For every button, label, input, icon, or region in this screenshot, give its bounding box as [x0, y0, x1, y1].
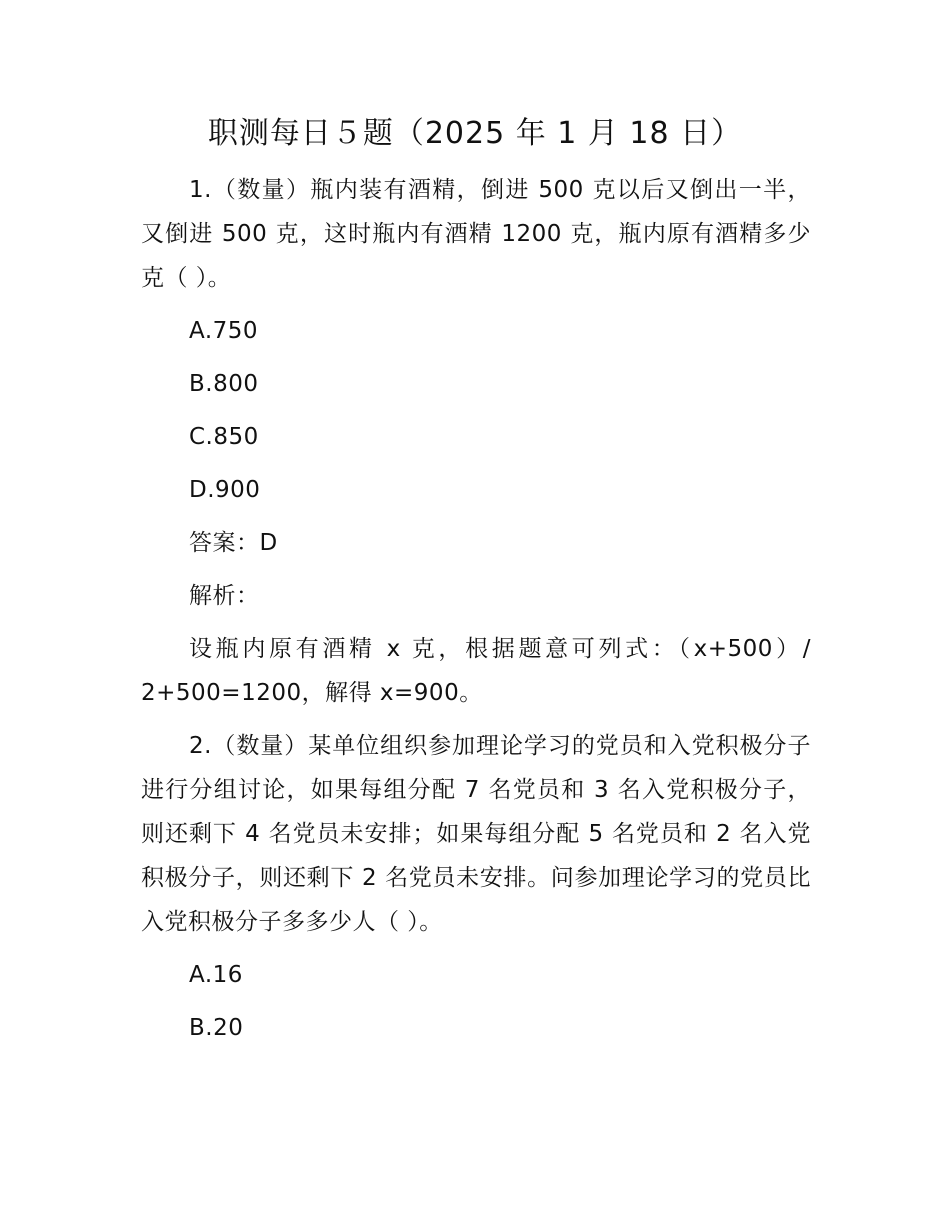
question-1-option-b: B.800 — [189, 371, 259, 397]
question-1-option-d: D.900 — [189, 477, 261, 503]
question-1-analysis-label: 解析： — [189, 583, 260, 609]
question-1-answer: 答案：D — [189, 530, 278, 556]
question-2-stem: 2.（数量）某单位组织参加理论学习的党员和入党积极分子进行分组讨论，如果每组分配 7 名党员和 3 名入党积极分子，则还剩下 4 名党员未安排；如果每组分配 5 名党员和 2 名入党积极分子，则还剩下 2 名党员未安排。问参加理论学习的党员比入党积极分子多多少人（ ）。 — [141, 733, 811, 935]
question-1-analysis: 设瓶内原有酒精 x 克，根据题意可列式：（x+500）/ 2+500=1200，解得 x=900。 — [141, 636, 811, 706]
question-1-option-c: C.850 — [189, 424, 259, 450]
question-1-option-a: A.750 — [189, 318, 259, 344]
question-2-option-b: B.20 — [189, 1015, 244, 1041]
document-body — [141, 168, 811, 1050]
document-title: 职测每日５题（2025 年 1 月 18 日） — [207, 116, 743, 151]
question-2-option-a: A.16 — [189, 962, 243, 988]
question-1-stem: 1.（数量）瓶内装有酒精，倒进 500 克以后又倒出一半，又倒进 500 克，这时瓶内有酒精 1200 克，瓶内原有酒精多少克（ ）。 — [141, 177, 811, 291]
